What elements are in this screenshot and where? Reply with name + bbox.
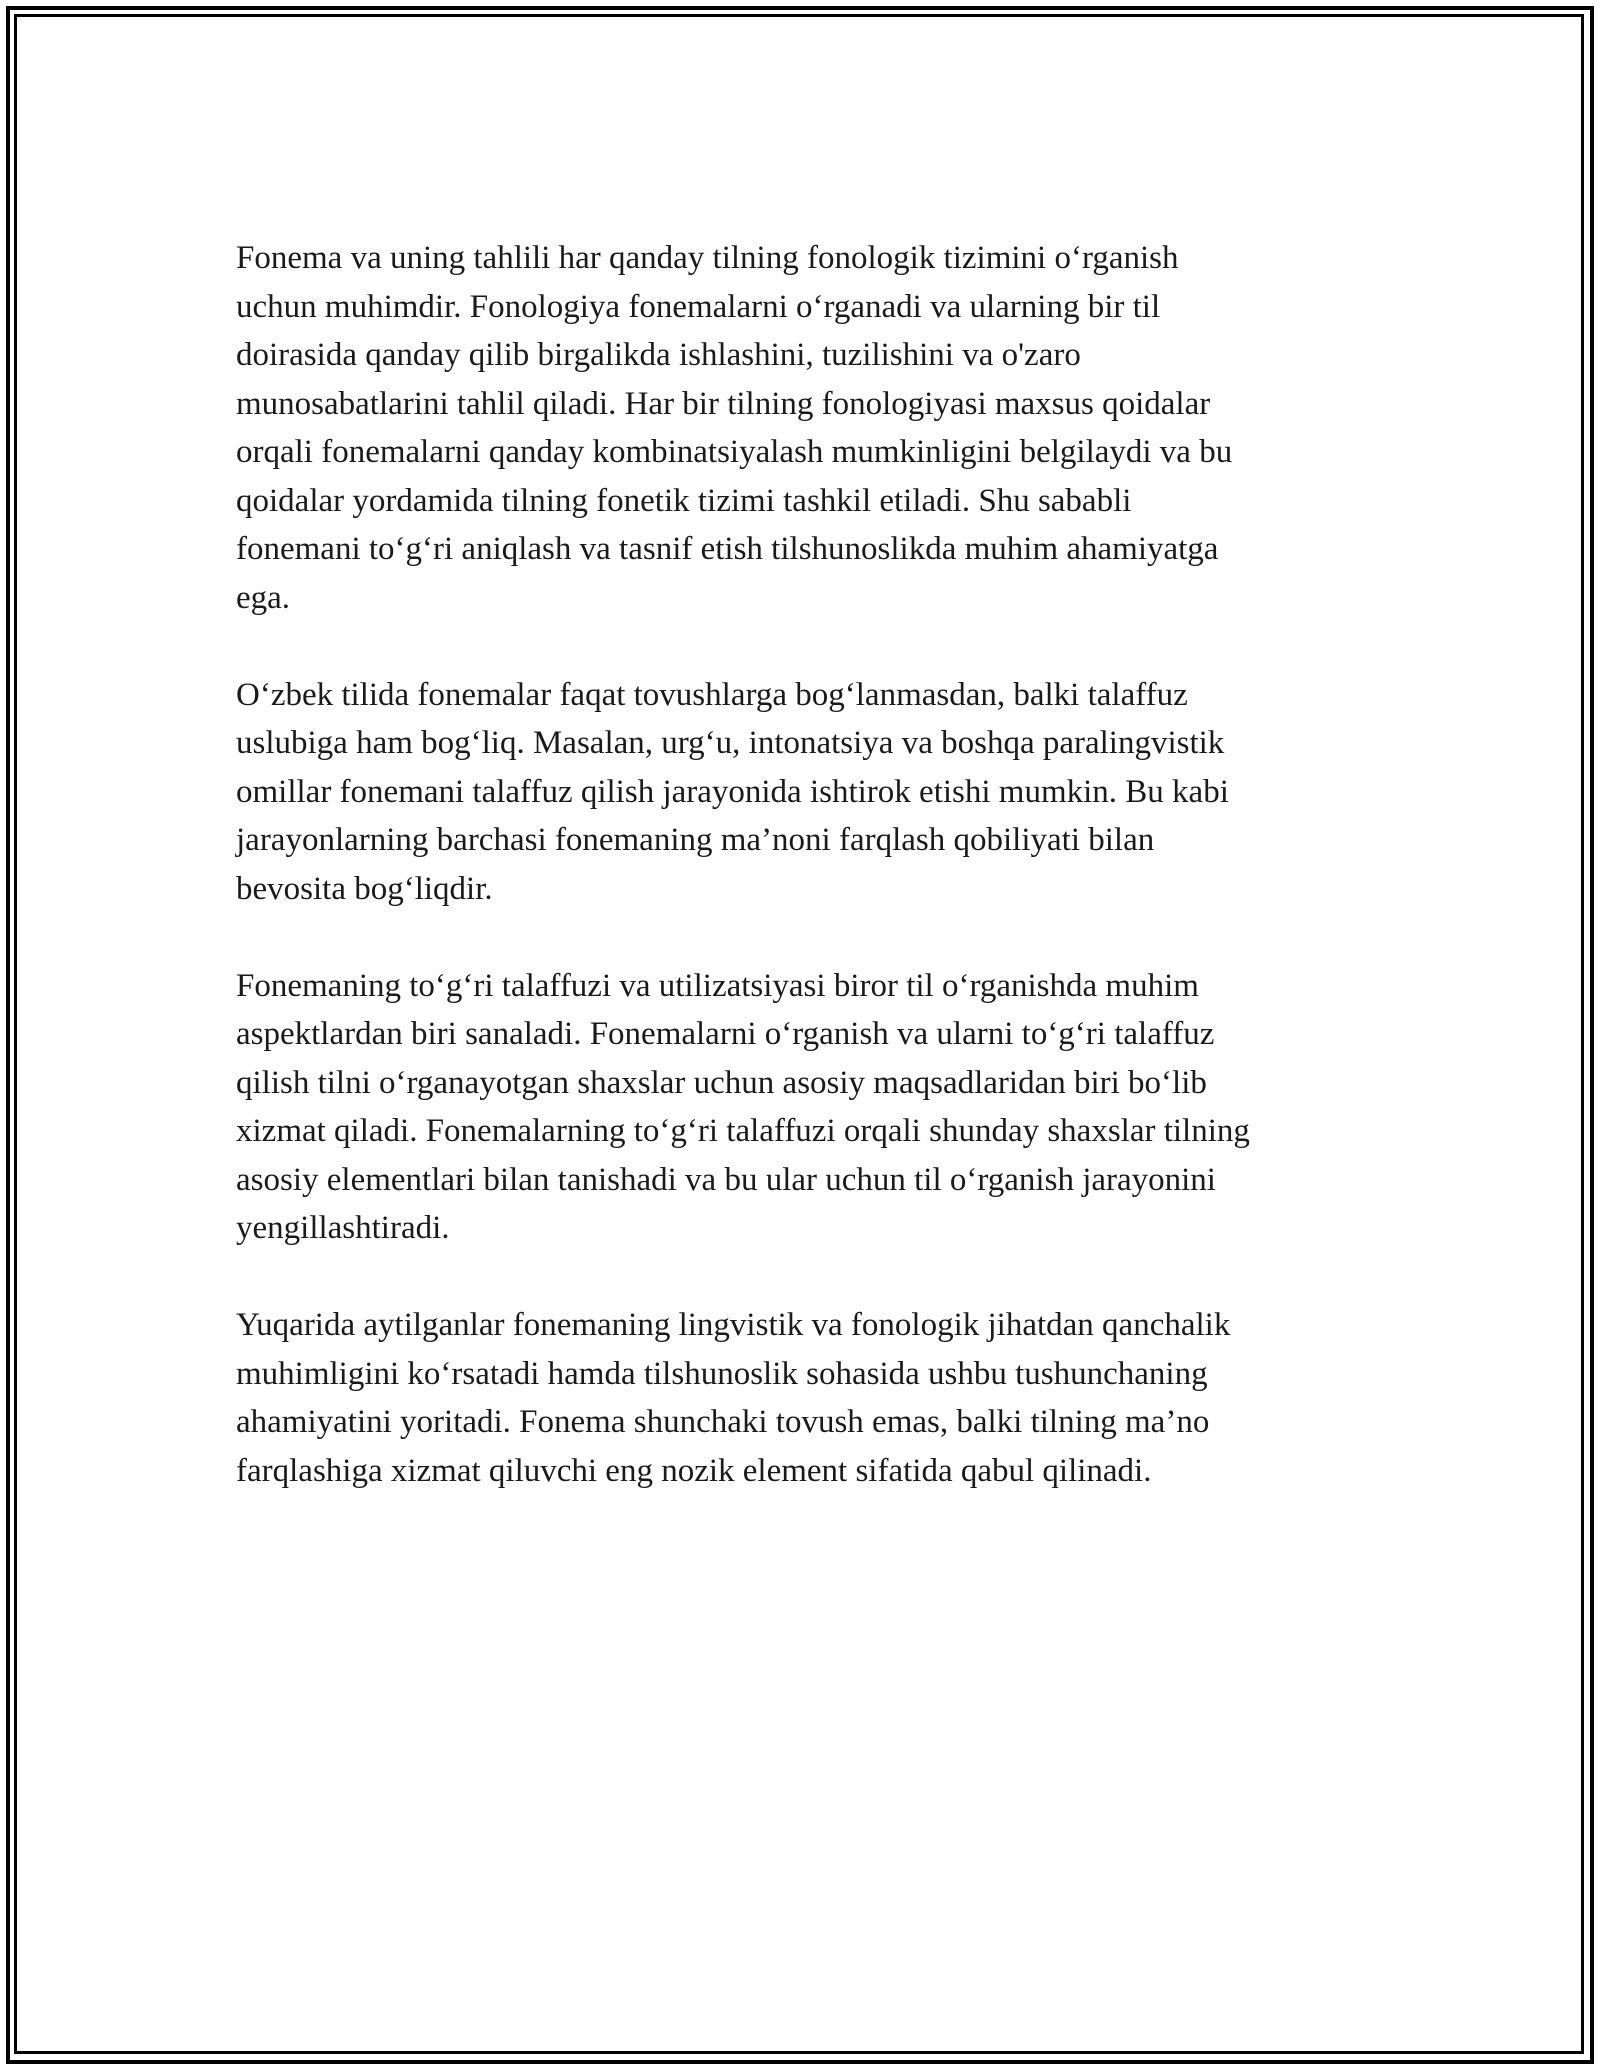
text-line: qoidalar yordamida tilning fonetik tizimi tashkil etiladi. Shu sababli [236, 482, 1132, 519]
text-line: fonemani to‘g‘ri aniqlash va tasnif etish tilshunoslikda muhim ahamiyatga [236, 531, 1219, 567]
text-line: xizmat qiladi. Fonemalarning to‘g‘ri talaffuzi orqali shunday shaxslar tilning [236, 1113, 1250, 1149]
text-line: uslubiga ham bog‘liq. Masalan, urg‘u, intonatsiya va boshqa paralingvistik [236, 725, 1225, 761]
text-line: asosiy elementlari bilan tanishadi va bu ular uchun til o‘rganish jarayonini [236, 1161, 1216, 1198]
paragraph-2 [236, 671, 1376, 914]
text-line: munosabatlarini tahlil qiladi. Har bir tilning fonologiyasi maxsus qoidalar [236, 385, 1211, 422]
text-line: O‘zbek tilida fonemalar faqat tovushlarga bog‘lanmasdan, balki talaffuz [236, 676, 1188, 713]
paragraph-4 [236, 1301, 1376, 1495]
text-line: orqali fonemalarni qanday kombinatsiyalash mumkinligini belgilaydi va bu [236, 434, 1233, 470]
text-line: doirasida qanday qilib birgalikda ishlashini, tuzilishini va o'zaro [236, 337, 1081, 373]
text-line: uchun muhimdir. Fonologiya fonemalarni o‘rganadi va ularning bir til [236, 288, 1161, 325]
text-line: ahamiyatini yoritadi. Fonema shunchaki tovush emas, balki tilning ma’no [236, 1404, 1210, 1440]
text-line: aspektlardan biri sanaladi. Fonemalarni o‘rganish va ularni to‘g‘ri talaffuz [236, 1016, 1215, 1052]
text-line: Fonemaning to‘g‘ri talaffuzi va utilizatsiyasi biror til o‘rganishda muhim [236, 967, 1199, 1004]
text-line: Yuqarida aytilganlar fonemaning lingvistik va fonologik jihatdan qanchalik [236, 1307, 1231, 1343]
text-line: yengillashtiradi. [236, 1210, 450, 1246]
text-line: omillar fonemani talaffuz qilish jarayonida ishtirok etishi mumkin. Bu kabi [236, 773, 1229, 810]
paragraph-1 [236, 234, 1376, 622]
text-line: Fonema va uning tahlili har qanday tilning fonologik tizimini o‘rganish [236, 240, 1179, 276]
document-body [236, 234, 1376, 1495]
text-line: muhimligini ko‘rsatadi hamda tilshunoslik sohasida ushbu tushunchaning [236, 1355, 1208, 1392]
text-line: farqlashiga xizmat qiluvchi eng nozik element sifatida qabul qilinadi. [236, 1452, 1152, 1489]
text-line: bevosita bog‘liqdir. [236, 870, 493, 907]
text-line: ega. [236, 579, 291, 616]
text-line: jarayonlarning barchasi fonemaning ma’noni farqlash qobiliyati bilan [236, 822, 1155, 858]
paragraph-3 [236, 962, 1376, 1253]
text-line: qilish tilni o‘rganayotgan shaxslar uchun asosiy maqsadlaridan biri bo‘lib [236, 1064, 1207, 1101]
